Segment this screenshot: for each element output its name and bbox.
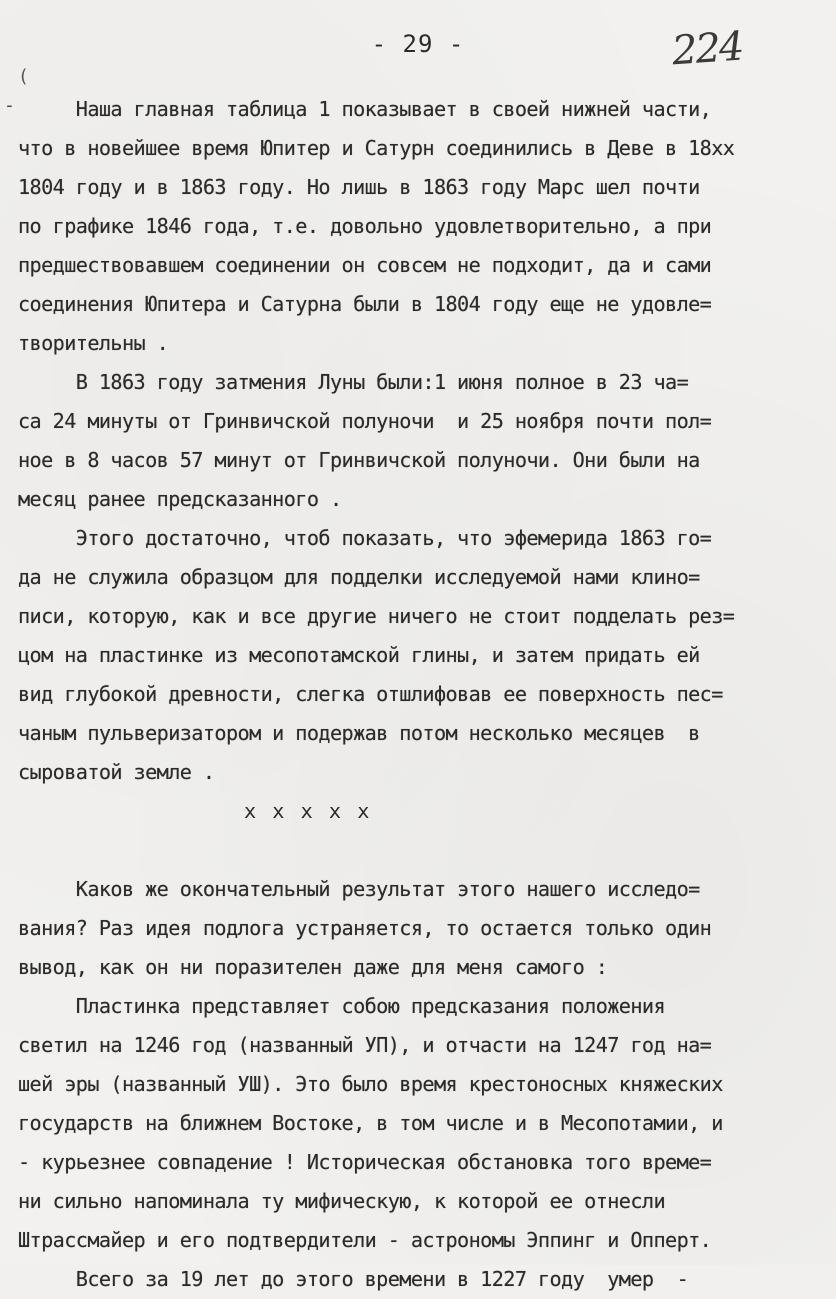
- text-line: вания? Раз идея подлога устраняется, то остается только один: [18, 916, 712, 940]
- paragraph-2: [18, 363, 828, 519]
- text-line: месяц ранее предсказанного .: [18, 487, 342, 511]
- margin-bracket-mark: (: [18, 66, 29, 87]
- text-line: вид глубокой древности, слегка отшлифовав ее поверхность пес=: [18, 682, 723, 706]
- text-line: Наша главная таблица 1 показывает в своей нижней части,: [18, 97, 712, 121]
- paragraph-4: [18, 870, 828, 987]
- text-line: В 1863 году затмения Луны были:1 июня полное в 23 ча=: [18, 370, 689, 394]
- margin-dash-mark: -: [4, 95, 15, 116]
- text-line: по графике 1846 года, т.е. довольно удовлетворительно, а при: [18, 214, 712, 238]
- text-line: соединения Юпитера и Сатурна были в 1804 году еще не удовле=: [18, 292, 712, 316]
- blank-line: [18, 831, 828, 870]
- text-line: Всего за 19 лет до этого времени в 1227 году умер -: [18, 1267, 689, 1291]
- text-line: сыроватой земле .: [18, 760, 215, 784]
- section-separator: x x x x x: [244, 799, 372, 823]
- paragraph-5: [18, 987, 828, 1299]
- text-line: предшествовавшем соединении он совсем не подходит, да и сами: [18, 253, 712, 277]
- text-line: Этого достаточно, чтоб показать, что эфемерида 1863 го=: [18, 526, 712, 550]
- text-line: цом на пластинке из месопотамской глины, и затем придать ей: [18, 643, 700, 667]
- paragraph-1: [18, 90, 828, 363]
- text-line: чаным пульверизатором и подержав потом несколько месяцев в: [18, 721, 700, 745]
- handwritten-archive-number: 224: [670, 23, 744, 75]
- text-line: да не служила образцом для подделки исследуемой нами клино=: [18, 565, 700, 589]
- text-line: светил на 1246 год (названный УП), и отчасти на 1247 год на=: [18, 1033, 712, 1057]
- text-line: - курьезнее совпадение ! Историческая обстановка того време=: [18, 1150, 712, 1174]
- text-line: Пластинка представляет собою предсказания положения: [18, 994, 666, 1018]
- paragraph-3: [18, 519, 828, 792]
- text-line: Штрассмайер и его подтвердители - астрономы Эппинг и Опперт.: [18, 1228, 712, 1252]
- text-line: 1804 году и в 1863 году. Но лишь в 1863 году Марс шел почти: [18, 175, 700, 199]
- text-line: что в новейшее время Юпитер и Сатурн соединились в Деве в 18хх: [18, 136, 735, 160]
- text-line: ное в 8 часов 57 минут от Гринвичской полуночи. Они были на: [18, 448, 700, 472]
- text-line: ни сильно напоминала ту мифическую, к которой ее отнесли: [18, 1189, 666, 1213]
- text-line: шей эры (названный УШ). Это было время крестоносных княжеских: [18, 1072, 723, 1096]
- text-line: са 24 минуты от Гринвичской полуночи и 25 ноября почти пол=: [18, 409, 712, 433]
- text-line: Каков же окончательный результат этого нашего исследо=: [18, 877, 700, 901]
- typewritten-body: [18, 90, 828, 1299]
- text-line: вывод, как он ни поразителен даже для меня самого :: [18, 955, 608, 979]
- text-line: творительны .: [18, 331, 169, 355]
- page-number: - 29 -: [371, 30, 465, 58]
- text-line: государств на ближнем Востоке, в том числе и в Месопотамии, и: [18, 1111, 723, 1135]
- text-line: писи, которую, как и все другие ничего не стоит подделать рез=: [18, 604, 735, 628]
